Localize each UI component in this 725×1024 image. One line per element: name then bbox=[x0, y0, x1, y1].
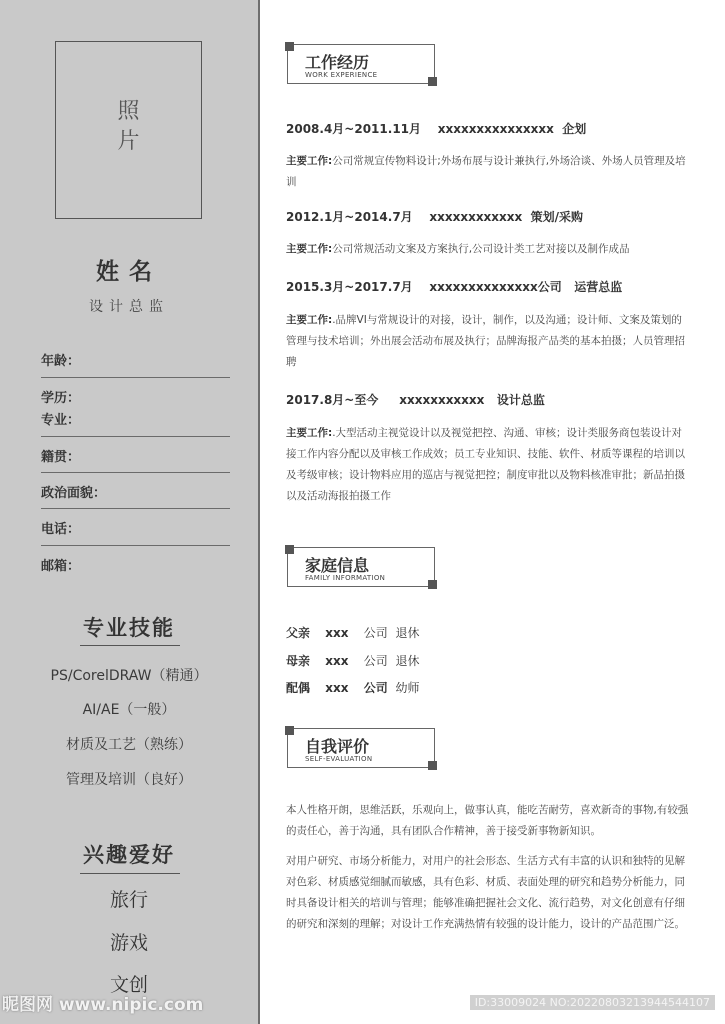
header-corner-square bbox=[428, 77, 437, 86]
family-relation: 母亲 bbox=[286, 654, 311, 668]
job-description bbox=[286, 423, 692, 507]
family-relation: 父亲 bbox=[286, 626, 311, 640]
family-member-row bbox=[286, 624, 419, 641]
evaluation-title: 自我评价 bbox=[305, 737, 370, 756]
evaluation-paragraph: 对用户研究、市场分析能力，对用户的社会形态、生活方式有丰富的认识和独特的见解对色彩、材质感觉细腻而敏感，具有色彩、材质、表面处理的研究和趋势分析能力，同时具备设计相关的培训与管理；能够准确把握社会文化、流行趋势，对文化创意有仔细的研究和深刻的理解；对设计工作充满热情有较强的设计能力，设计的产品范围广泛。 bbox=[286, 855, 685, 930]
candidate-role: 设计总监 bbox=[89, 299, 169, 315]
job-text: .大型活动主视觉设计以及视觉把控、沟通、审核；设计类服务商包装设计对接工作内容分配以及审核工作成效；员工专业知识、技能、软件、材质等课程的培训以及考级审核；设计物料应用的巡店与视觉把控；制度审批以及物料核准审批；新品拍摄以及活动海报拍摄工作 bbox=[286, 427, 685, 502]
family-status: 幼师 bbox=[395, 681, 420, 695]
watermark-logo: 昵图网 www.nipic.com bbox=[2, 995, 204, 1015]
family-name: xxx bbox=[325, 654, 349, 668]
job-text: .品牌VI与常规设计的对接，设计，制作，以及沟通；设计师、文案及策划的管理与技术培训；外出展会活动布展及执行；品牌海报产品类的基本拍摄；人员管理招聘 bbox=[286, 314, 685, 368]
skill-item: AI/AE（一般） bbox=[82, 702, 176, 718]
header-corner-square bbox=[428, 580, 437, 589]
family-relation: 配偶 bbox=[286, 681, 311, 695]
info-divider bbox=[41, 436, 230, 437]
header-corner-square bbox=[285, 42, 294, 51]
hobbies-title-underline bbox=[80, 873, 180, 874]
job-text: 公司常规活动文案及方案执行,公司设计类工艺对接以及制作成品 bbox=[332, 243, 630, 255]
info-major: 专业： bbox=[41, 413, 81, 428]
info-divider bbox=[41, 377, 230, 378]
work-subtitle: WORK EXPERIENCE bbox=[305, 71, 378, 79]
skills-title: 专业技能 bbox=[83, 616, 175, 640]
hobby-item: 游戏 bbox=[109, 932, 148, 954]
family-member-row bbox=[286, 652, 419, 669]
job-text: 公司常规宣传物料设计;外场布展与设计兼执行,外场洽谈、外场人员管理及培训 bbox=[286, 155, 686, 188]
job-label: 主要工作: bbox=[286, 427, 333, 439]
info-divider bbox=[41, 472, 230, 473]
skill-item: 管理及培训（良好） bbox=[66, 772, 192, 788]
skills-title-underline bbox=[80, 645, 180, 646]
header-corner-square bbox=[285, 726, 294, 735]
skill-item: 材质及工艺（熟练） bbox=[66, 737, 192, 753]
work-title: 工作经历 bbox=[305, 53, 370, 72]
info-email: 邮箱： bbox=[41, 559, 81, 574]
hobbies-title: 兴趣爱好 bbox=[83, 843, 175, 867]
family-org: 公司 bbox=[363, 681, 388, 695]
evaluation-subtitle: SELF-EVALUATION bbox=[305, 755, 373, 763]
skill-item: PS/CorelDRAW（精通） bbox=[50, 668, 208, 684]
watermark-id: ID:33009024 NO:20220803213944544107 bbox=[470, 995, 715, 1010]
photo-label: 照片 bbox=[117, 99, 140, 154]
photo-placeholder bbox=[55, 41, 202, 219]
family-org: 公司 bbox=[363, 626, 388, 640]
info-hometown: 籍贯： bbox=[41, 450, 81, 465]
hobby-item: 文创 bbox=[109, 974, 148, 996]
info-political: 政治面貌： bbox=[41, 486, 107, 501]
work-header bbox=[287, 44, 435, 84]
job-description bbox=[286, 239, 692, 260]
family-status: 退休 bbox=[395, 654, 420, 668]
job-description bbox=[286, 151, 692, 193]
job-label: 主要工作: bbox=[286, 314, 333, 326]
job-heading: 2015.3月~2017.7月 xxxxxxxxxxxxxx公司 运营总监 bbox=[286, 280, 623, 294]
family-name: xxx bbox=[325, 681, 349, 695]
info-divider bbox=[41, 545, 230, 546]
info-age: 年龄： bbox=[41, 354, 81, 369]
family-name: xxx bbox=[325, 626, 349, 640]
family-subtitle: FAMILY INFORMATION bbox=[305, 574, 386, 582]
family-title: 家庭信息 bbox=[305, 556, 370, 575]
evaluation-paragraph: 本人性格开朗，思维活跃，乐观向上，做事认真，能吃苦耐劳，喜欢新奇的事物,有较强的责任心，善于沟通，具有团队合作精神，善于接受新事物新知识。 bbox=[286, 804, 689, 837]
candidate-name: 姓名 bbox=[96, 259, 162, 285]
info-divider bbox=[41, 508, 230, 509]
job-label: 主要工作: bbox=[286, 243, 333, 255]
job-heading: 2017.8月~至今 xxxxxxxxxxx 设计总监 bbox=[286, 393, 545, 407]
family-header bbox=[287, 547, 435, 587]
header-corner-square bbox=[285, 545, 294, 554]
hobby-item: 旅行 bbox=[109, 889, 148, 911]
header-corner-square bbox=[428, 761, 437, 770]
job-heading: 2012.1月~2014.7月 xxxxxxxxxxxx 策划/采购 bbox=[286, 210, 584, 224]
family-org: 公司 bbox=[363, 654, 388, 668]
sidebar-divider bbox=[258, 0, 260, 1024]
info-education: 学历： bbox=[41, 391, 81, 406]
job-heading: 2008.4月~2011.11月 xxxxxxxxxxxxxxx 企划 bbox=[286, 122, 587, 136]
family-status: 退休 bbox=[395, 626, 420, 640]
info-phone: 电话： bbox=[41, 522, 81, 537]
evaluation-header bbox=[287, 728, 435, 768]
job-description bbox=[286, 310, 692, 373]
family-member-row bbox=[286, 679, 419, 696]
job-label: 主要工作: bbox=[286, 155, 333, 167]
